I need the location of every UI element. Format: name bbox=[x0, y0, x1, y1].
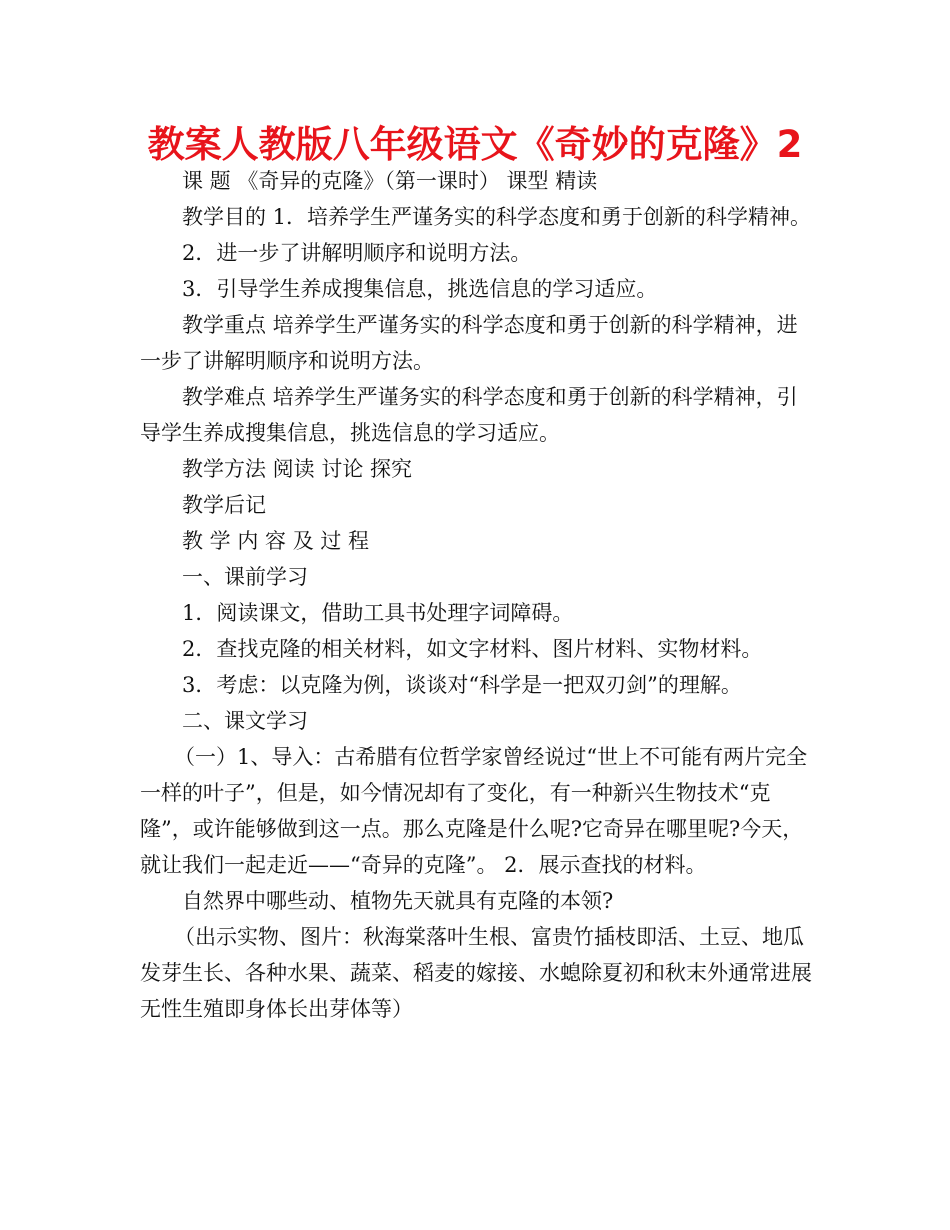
section-heading-2: 二、课文学习 bbox=[182, 709, 308, 733]
objective-2: 2．进一步了讲解明顺序和说明方法。 bbox=[182, 241, 532, 265]
intro-paragraph: （一）1、导入：古希腊有位哲学家曾经说过“世上不可能有两片完全一样的叶子”，但是，如今情况却有了变化，有一种新兴生物技术“克隆”，或许能够做到这一点。那么克隆是什么呢?它奇异在哪里呢?今天，就让我们一起走近——“奇异的克隆”。 2．展示查找的材料。 bbox=[140, 745, 808, 877]
method-line: 教学方法 阅读 讨论 探究 bbox=[182, 457, 413, 481]
section-heading-1: 一、课前学习 bbox=[182, 565, 308, 589]
process-heading: 教 学 内 容 及 过 程 bbox=[182, 529, 370, 553]
pre-study-item-2: 2．查找克隆的相关材料，如文字材料、图片材料、实物材料。 bbox=[182, 637, 763, 661]
document-body bbox=[140, 163, 812, 1027]
document-title: 教案人教版八年级语文《奇妙的克隆》2 bbox=[147, 123, 803, 166]
objective-1: 教学目的 1．培养学生严谨务实的科学态度和勇于创新的科学精神。 bbox=[182, 205, 812, 229]
pre-study-item-3: 3．考虑：以克隆为例，谈谈对“科学是一把双刃剑”的理解。 bbox=[182, 673, 742, 697]
difficulty: 教学难点 培养学生严谨务实的科学态度和勇于创新的科学精神，引导学生养成搜集信息，挑选信息的学习适应。 bbox=[140, 385, 798, 445]
pre-study-item-1: 1．阅读课文，借助工具书处理字词障碍。 bbox=[182, 601, 574, 625]
objective-3: 3．引导学生养成搜集信息，挑选信息的学习适应。 bbox=[182, 277, 658, 301]
notes-line: 教学后记 bbox=[182, 493, 266, 517]
key-point: 教学重点 培养学生严谨务实的科学态度和勇于创新的科学精神，进一步了讲解明顺序和说明方法。 bbox=[140, 313, 798, 373]
course-line: 课 题 《奇异的克隆》（第一课时） 课型 精读 bbox=[182, 169, 598, 193]
question-line: 自然界中哪些动、植物先天就具有克隆的本领? bbox=[182, 889, 614, 913]
examples-paragraph: （出示实物、图片：秋海棠落叶生根、富贵竹插枝即活、土豆、地瓜发芽生长、各种水果、蔬菜、稻麦的嫁接、水螅除夏初和秋末外通常进展无性生殖即身体长出芽体等） bbox=[140, 925, 812, 1021]
